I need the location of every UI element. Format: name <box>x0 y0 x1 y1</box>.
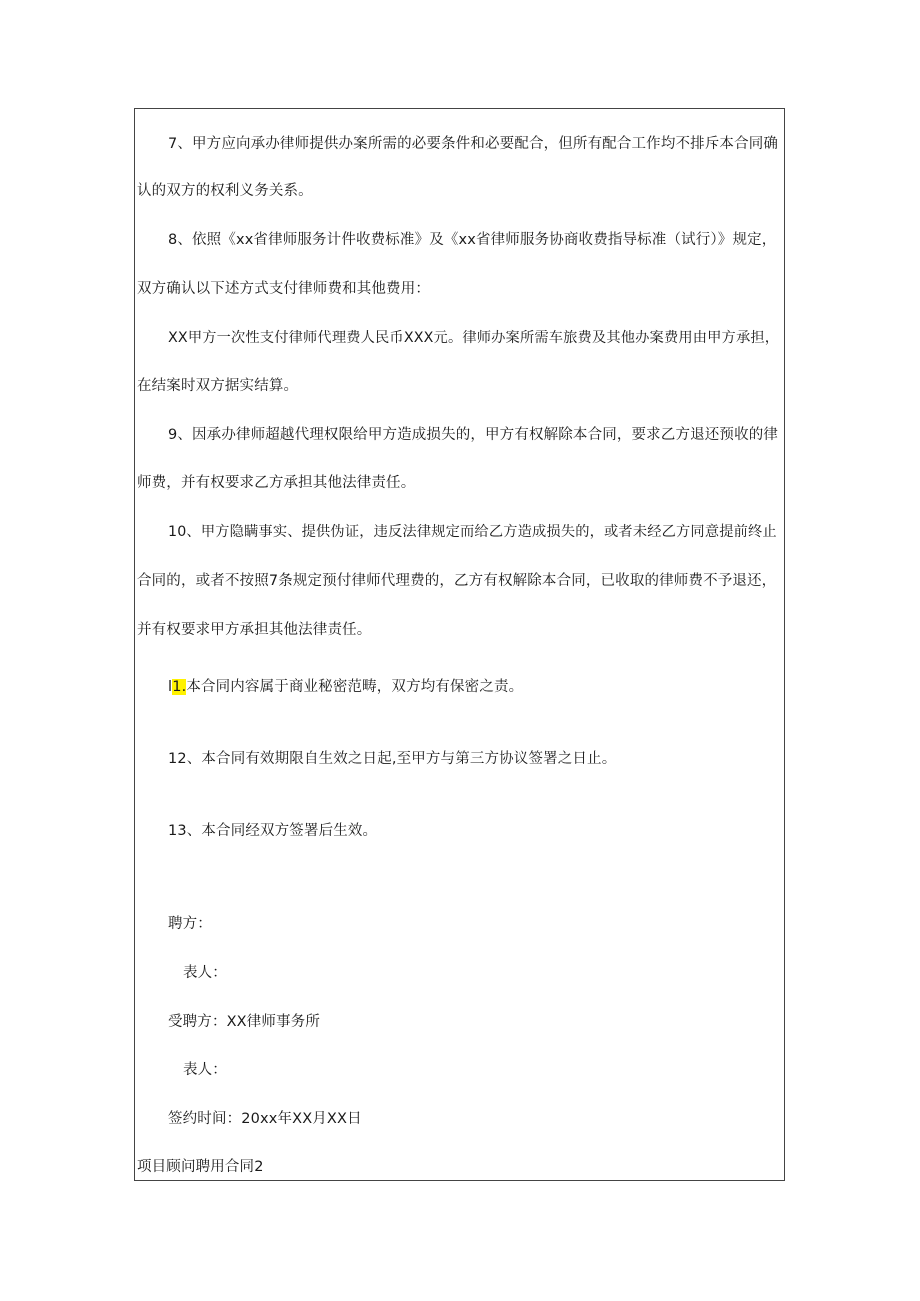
clause-13: 13、本合同经双方签署后生效。 <box>168 823 378 839</box>
employee-label: 受聘方：XX律师事务所 <box>168 1014 321 1030</box>
clause-11-text: 本合同内容属于商业秘密范畴，双方均有保密之责。 <box>186 679 524 695</box>
clause-8-line-2: 双方确认以下述方式支付律师费和其他费用： <box>137 281 430 297</box>
payment-line-2: 在结案时双方据实结算。 <box>137 378 299 394</box>
clause-11-prefix: l <box>168 679 173 695</box>
clause-10-line-1: 10、甲方隐瞒事实、提供伪证，违反法律规定而给乙方造成损失的，或者未经乙方同意提前终止 <box>168 524 777 540</box>
payment-line-1: XX甲方一次性支付律师代理费人民币XXX元。律师办案所需车旅费及其他办案费用由甲方承担， <box>168 330 780 346</box>
highlight-marker: 1. <box>172 679 187 695</box>
next-contract-title: 项目顾问聘用合同2 <box>137 1159 264 1175</box>
clause-9-line-2: 师费，并有权要求乙方承担其他法律责任。 <box>137 475 416 491</box>
employee-representative-label: 表人： <box>183 1062 227 1078</box>
employer-label: 聘方： <box>168 916 212 932</box>
signing-time: 签约时间：20xx年XX月XX日 <box>168 1111 362 1127</box>
clause-10-line-2: 合同的，或者不按照7条规定预付律师代理费的，乙方有权解除本合同，已收取的律师费不予退还， <box>137 573 777 589</box>
clause-7-line-2: 认的双方的权利义务关系。 <box>137 183 313 199</box>
clause-7-line-1: 7、甲方应向承办律师提供办案所需的必要条件和必要配合，但所有配合工作均不排斥本合同确 <box>168 136 779 152</box>
clause-11 <box>168 677 523 697</box>
clause-8-line-1: 8、依照《xx省律师服务计件收费标准》及《xx省律师服务协商收费指导标准（试行）》规定， <box>168 232 777 248</box>
clause-9-line-1: 9、因承办律师超越代理权限给甲方造成损失的，甲方有权解除本合同，要求乙方退还预收的律 <box>168 427 779 443</box>
clause-10-line-3: 并有权要求甲方承担其他法律责任。 <box>137 622 372 638</box>
clause-12: 12、本合同有效期限自生效之日起,至甲方与第三方协议签署之日止。 <box>168 751 617 767</box>
employer-representative-label: 表人： <box>183 965 227 981</box>
